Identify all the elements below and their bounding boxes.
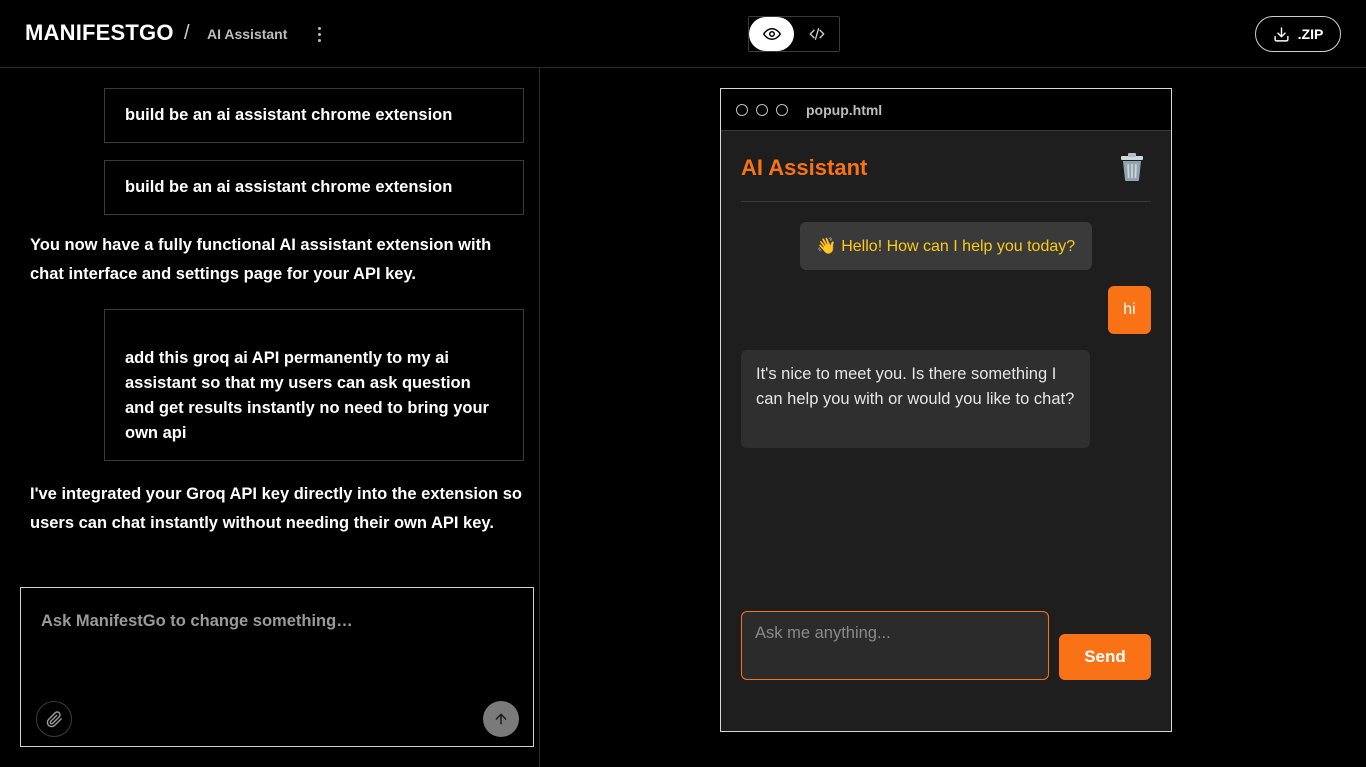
popup-message-input[interactable] — [741, 611, 1049, 680]
download-zip-label: .ZIP — [1297, 26, 1324, 42]
attach-button[interactable] — [36, 701, 72, 737]
popup-title: AI Assistant — [741, 155, 868, 180]
download-zip-button[interactable] — [1255, 16, 1341, 52]
user-bubble: hi — [1108, 286, 1151, 334]
chat-panel — [0, 68, 540, 767]
top-header — [0, 0, 1366, 68]
code-icon — [808, 25, 826, 43]
view-toggle — [748, 16, 840, 52]
extension-preview — [720, 88, 1172, 732]
window-dot-icon — [756, 104, 768, 116]
submit-prompt-button[interactable] — [483, 701, 519, 737]
code-view-button[interactable] — [794, 17, 839, 51]
eye-icon — [763, 25, 781, 43]
trash-icon — [1117, 151, 1147, 183]
more-options-icon[interactable] — [310, 22, 328, 46]
prompt-input[interactable] — [41, 606, 511, 636]
clear-chat-button[interactable] — [1117, 151, 1147, 183]
user-message: add this groq ai API permanently to my ai assistant so that my users can ask question and get results instantly no need to bring your own api — [104, 309, 524, 461]
greeting-bubble: 👋 Hello! How can I help you today? — [800, 222, 1092, 270]
user-message: build be an ai assistant chrome extension — [104, 88, 524, 143]
bot-bubble: It's nice to meet you. Is there something I can help you with or would you like to chat? — [741, 350, 1090, 448]
breadcrumb-project-name[interactable]: AI Assistant — [207, 26, 288, 42]
popup-divider — [741, 201, 1151, 202]
paperclip-icon — [46, 711, 63, 728]
download-icon — [1273, 26, 1290, 43]
brand-logo[interactable]: MANIFESTGO — [25, 20, 174, 45]
preview-window-bar — [721, 89, 1171, 131]
window-dot-icon — [736, 104, 748, 116]
window-dot-icon — [776, 104, 788, 116]
preview-view-button[interactable] — [749, 17, 794, 51]
popup-send-button[interactable]: Send — [1059, 634, 1151, 680]
assistant-message: I've integrated your Groq API key directly into the extension so users can chat instantly without needing their own API key. — [30, 485, 523, 532]
preview-filename: popup.html — [806, 102, 883, 118]
prompt-composer — [20, 587, 534, 747]
breadcrumb-separator: / — [184, 22, 190, 44]
arrow-up-icon — [493, 711, 509, 727]
assistant-message: You now have a fully functional AI assistant extension with chat interface and settings page for your API key. — [30, 236, 492, 283]
user-message: build be an ai assistant chrome extension — [104, 160, 524, 215]
